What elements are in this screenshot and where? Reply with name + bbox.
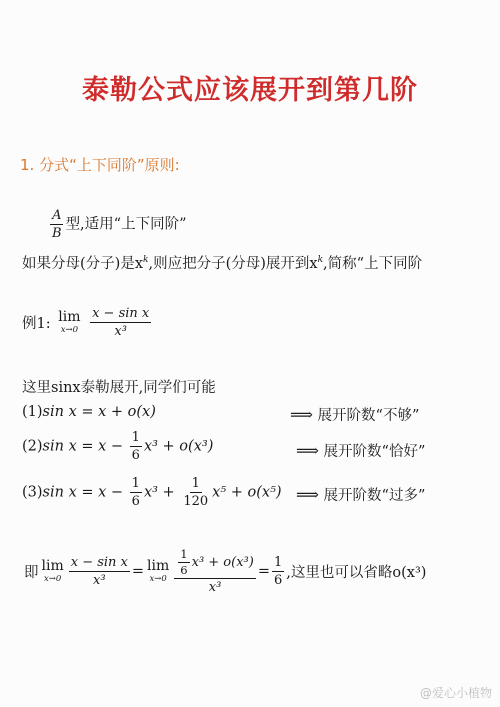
implies-arrow: ⟹ [290,405,313,424]
example-fraction: $\frac{\text{x − sin x}}{\text{x³}}$ [92,306,150,339]
case-1-formula: (1)sin x = x + o(x) [22,404,156,420]
case-1-result: ⟹ 展开阶数“不够” [290,405,420,424]
case-3-result: ⟹ 展开阶数“过多” [296,485,426,504]
fraction-one-sixth: $\frac{1}{6}$ [180,547,188,577]
final-fraction-1: $\frac{\text{x − sin x}}{\text{x³}}$ [70,555,128,588]
example-1 [22,306,153,339]
case-2-formula: (2)sin x = x − $\frac{1}{6}$ x³ + o(x³) [22,430,214,463]
fraction-one-sixth: $\frac{1}{6}$ [131,430,140,463]
fraction-one-sixth: $\frac{1}{6}$ [131,476,140,509]
final-fraction-2: $\frac{1}{6}$ x³ + o(x³) x³ [174,548,256,595]
watermark: @爱心小植物 [419,686,492,700]
rule-line-1 [48,208,187,241]
example-label: 例1: [22,316,51,332]
final-equation: 即 lim x→0 $\frac{\text{x − sin x}}{\text{x³}}$ = lim x→0 $\frac{1}{6}$ x³ + o(x³) x³ = $\frac{1}{6}$ ,这里也可以省略o(x³) [24,547,427,595]
limit-operator: lim x→0 [147,558,170,584]
rule-line-2: 如果分母(分子)是$x^k$,则应把分子(分母)展开到$x^k$,简称“上下同阶 [22,255,423,272]
case-2-result: ⟹ 展开阶数“恰好” [296,441,426,460]
result-one-sixth: $\frac{1}{6}$ [273,555,283,588]
fraction-a-over-b: $\frac{A}{B}$ [52,208,62,241]
case-3-formula: (3)sin x = x − $\frac{1}{6}$ x³ + $\frac{1}{120}$ x⁵ + o(x⁵) [22,476,282,509]
fraction-one-over-120: $\frac{1}{120}$ [183,476,209,509]
implies-arrow: ⟹ [296,441,319,460]
section-heading: 1. 分式“上下同阶”原则: [20,156,180,174]
implies-arrow: ⟹ [296,485,319,504]
limit-operator: lim x→0 [41,558,64,584]
limit-operator: lim x→0 [58,309,81,335]
intro-text: 这里sinx泰勒展开,同学们可能 [22,380,216,396]
page-title: 泰勒公式应该展开到第几阶 [82,75,418,106]
rule-text: 型,适用“上下同阶” [65,216,187,233]
